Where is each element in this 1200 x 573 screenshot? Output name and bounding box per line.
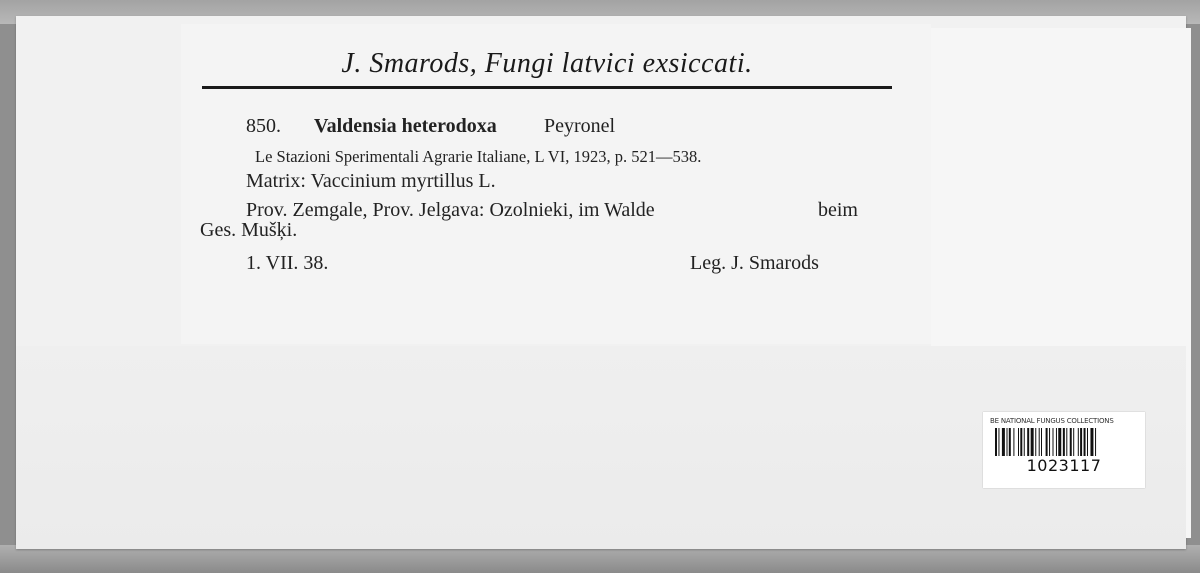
barcode-icon — [995, 428, 1131, 456]
species-name: Valdensia heterodoxa — [314, 115, 497, 137]
locality-line-1-end: beim — [818, 199, 858, 221]
literature-reference: Le Stazioni Sperimentali Agrarie Italiane, L VI, 1923, p. 521—538. — [255, 147, 702, 166]
collection-date: 1. VII. 38. — [246, 252, 329, 274]
label-title: J. Smarods, Fungi latvici exsiccati. — [341, 48, 753, 79]
barcode-header: BE NATIONAL FUNGUS COLLECTIONS — [990, 417, 1114, 425]
locality-line-2: Ges. Mušķi. — [200, 219, 298, 241]
collector: Leg. J. Smarods — [690, 252, 819, 274]
exsiccata-number: 850. — [246, 115, 281, 137]
barcode-label — [983, 412, 1145, 488]
barcode-number: 1023117 — [1026, 456, 1102, 475]
matrix-line: Matrix: Vaccinium myrtillus L. — [246, 170, 496, 192]
background-bottom — [0, 545, 1200, 573]
title-rule — [202, 86, 892, 89]
species-author: Peyronel — [544, 115, 616, 137]
locality-line-1: Prov. Zemgale, Prov. Jelgava: Ozolnieki, im Walde — [246, 199, 655, 221]
